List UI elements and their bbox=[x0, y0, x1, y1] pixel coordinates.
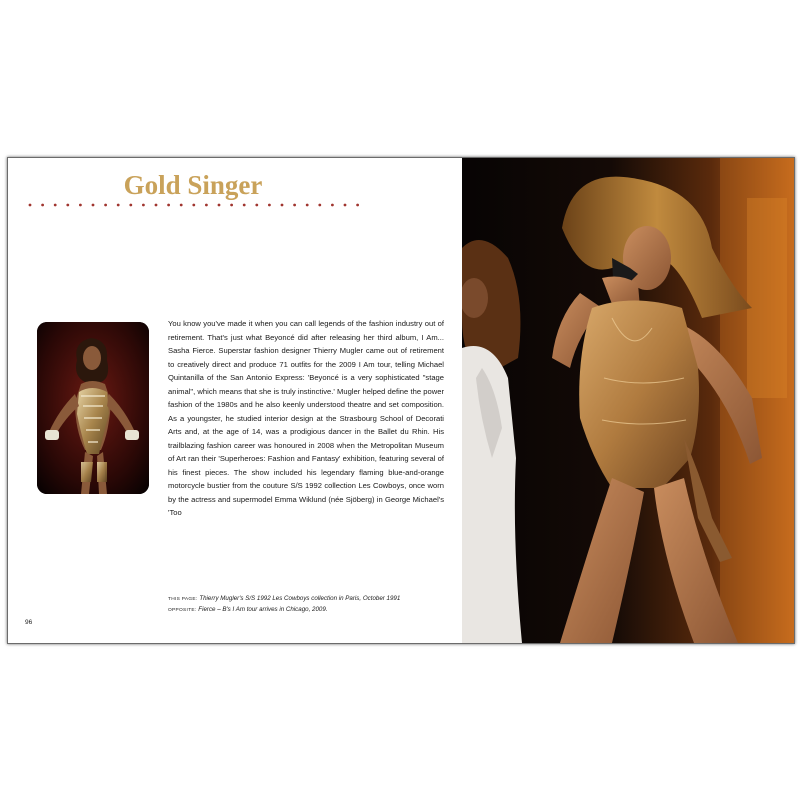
body-text: You know you've made it when you can call legends of the fashion industry out of retirement. That's just what Beyoncé did after releasing her third album, I Am... Sasha Fierce. Superstar fashion designer Thierry Mugler came out of retirement to creatively direct and produce 71 outfits for the 2009 I Am tour, telling Michael Quintanilla of the San Antonio Express: 'Beyoncé is a very sophisticated "stage animal", which means that she is truly instinctive.' Mugler helped define the power fashion of the 1980s and he also keenly understood theatre and set composition. As a youngster, he studied interior design at the Strasbourg School of Decorati Arts and, at the age of 14, was a prodigious dancer in the Ballet du Rhin. His trailblazing fashion career was honoured in 2008 when the Metropolitan Museum of Art ran their 'Superheroes: Fashion and Fantasy' exhibition, featuring several of his finest pieces. The show included his legendary flaming blue-and-orange motorcycle bustier from the couture S/S 1992 collection Les Cowboys, once worn by the actress and supermodel Emma Wiklund (née Sjöberg) in George Michael's 'Too bbox=[168, 319, 444, 517]
page-title: Gold Singer bbox=[123, 170, 263, 200]
caption-this-label: THIS PAGE: bbox=[168, 597, 198, 602]
caption-opposite-text: Fierce – B's I Am tour arrives in Chicago, 2009. bbox=[198, 606, 328, 613]
main-photo bbox=[462, 158, 794, 643]
book-spread bbox=[7, 157, 795, 644]
photo-captions bbox=[168, 594, 444, 616]
caption-opposite bbox=[168, 605, 444, 616]
caption-this-text: Thierry Mugler's S/S 1992 Les Cowboys collection in Paris, October 1991 bbox=[199, 595, 401, 602]
caption-this-page bbox=[168, 594, 444, 605]
thumbnail-photo bbox=[37, 322, 149, 494]
title-dotted-rule bbox=[26, 200, 366, 210]
caption-opposite-label: OPPOSITE: bbox=[168, 608, 197, 613]
page-number: 96 bbox=[25, 619, 33, 626]
left-page bbox=[8, 158, 462, 643]
